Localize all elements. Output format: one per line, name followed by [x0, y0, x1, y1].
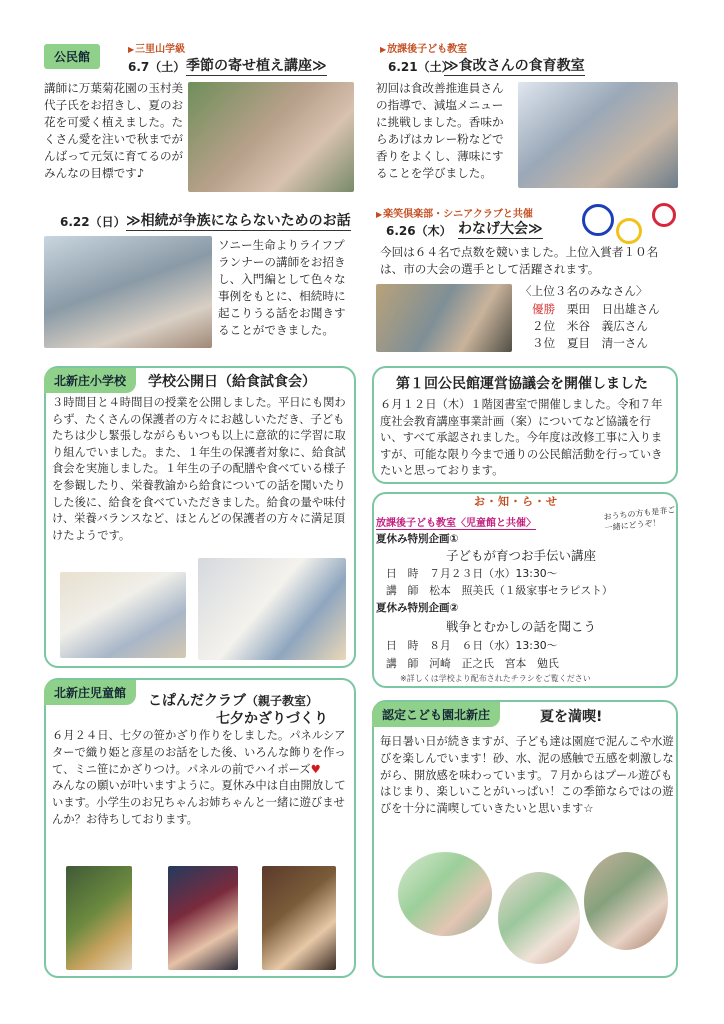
wanage-winners-header: 〈上位３名のみなさん〉	[520, 284, 648, 298]
wanage-body: 今回は６４名で点数を競いました。上位入賞者１０名は、市の大会の選手として活躍されます。	[380, 245, 659, 276]
school-tag: 北新庄小学校	[44, 368, 136, 393]
event-2-who-row: 講 師 河崎 正之氏 宮本 勉氏	[386, 657, 559, 670]
wanage-photo	[376, 284, 512, 352]
event-1-title: 子どもが育つお手伝い講座	[446, 548, 597, 563]
event-1-who-row: 講 師 松本 照美氏（１級家事セラピスト）	[386, 584, 613, 597]
shokuiku-title: ≫食改さんの食育教室	[444, 55, 585, 76]
kominkan-tag: 公民館	[44, 44, 100, 69]
winner-row	[532, 301, 660, 318]
school-title: 学校公開日（給食試食会）	[148, 374, 316, 390]
jidokan-photo-1	[66, 866, 132, 970]
event-2-title: 戦争とむかしの話を聞こう	[446, 619, 597, 634]
yoseue-photo	[188, 82, 354, 192]
shokuiku-photo	[518, 82, 678, 188]
souzoku-photo	[44, 236, 212, 348]
jidokan-photo-2	[168, 866, 238, 970]
ring-yellow-icon	[616, 218, 642, 244]
kodomoen-tag: 認定こども園北新庄	[372, 702, 500, 727]
jidokan-photo-3	[262, 866, 336, 970]
event-2-when-row: 日 時 ８月 ６日（水）13:30～	[386, 639, 558, 652]
kodomoen-photo-2	[498, 872, 580, 964]
school-photo-2	[198, 558, 346, 660]
winner-row	[532, 335, 648, 352]
shokuiku-date: 6.21（土）	[388, 60, 454, 74]
shokuiku-body: 初回は食改善推進員さんの指導で、減塩メニューに挑戦しました。香味からあげはカレー粉などで香りをよくし、薄味にすることを学びました。	[376, 81, 504, 180]
winner-rank: ３位	[532, 336, 556, 350]
school-photo-1	[60, 572, 186, 658]
winner-name: 夏目 清一さん	[566, 336, 648, 350]
wanage-kicker: ▶ 楽笑倶楽部・シニアクラブと共催	[376, 205, 533, 220]
winner-name: 栗田 日出雄さん	[566, 302, 660, 316]
kodomoen-title: 夏を満喫!	[540, 709, 603, 725]
event-2-label: 夏休み特別企画②	[376, 602, 459, 614]
wanage-date: 6.26（木）	[386, 224, 452, 238]
school-body: ３時間目と４時間目の授業を公開しました。平日にも関わらず、たくさんの保護者の方々にお越しいただき、子どもたちは少し緊張しながらもいつも以上に意欲的に学習に取り組んでいました。また、１年生の保護者対象に、給食試食会を実施しました。１年生の子の配膳や食べている様子を参観したり、栄養教諭から給食についての話を聞いたりした後に、給食を食べていただきました。給食の量や味付け、栄養バランスなど、ほとんどの保護者の方々に満足頂けたようです。	[52, 396, 346, 542]
event-1-when-row: 日 時 ７月２３日（水）13:30～	[386, 567, 558, 580]
ring-blue-icon	[582, 204, 614, 236]
souzoku-title: ≫相続が争族にならないためのお話	[126, 210, 351, 231]
notice-side-note: おうちの方も是非ご一緒にどうぞ！	[603, 505, 676, 533]
kodomoen-body: 毎日暑い日が続きますが、子ども達は園庭で泥んこや水遊びを楽しんでいます！砂、水、泥の感触で五感を刺激しながら、開放感を味わっています。７月からはプール遊びもはじまり、楽しいことがいっぱい！この季節ならではの遊びを十分に満喫していきたいと思います☆	[380, 735, 674, 816]
winner-name: 米谷 義広さん	[566, 319, 648, 333]
jidokan-body: ６月２４日、七夕の笹かざり作りをしました。パネルシアターで織り姫と彦星のお話をした後、いろんな飾りを作って、ミニ笹にかざりつけ。パネルの前でハイポーズ♥ みんなの願いが叶いますように。夏休み中は自由開放しています。小学生のお兄ちゃんお姉ちゃんと一緒に遊びませんか？お待ちしております。	[52, 729, 346, 826]
kominkan-date: 6.7（土）	[128, 60, 186, 74]
souzoku-date: 6.22（日）	[60, 215, 126, 229]
winner-rank: ２位	[532, 319, 556, 333]
council-body: ６月１２日（木）１階図書室で開催しました。令和７年度社会教育講座事業計画（案）についてなど協議を行い、すべて承認されました。今年度は改修工事に入りますが、可能な限り今まで通りの公民館活動を行っていきたいと思っております。	[380, 398, 663, 478]
souzoku-body: ソニー生命よりライフプランナーの講師をお招きし、入門編として色々な事例をもとに、相続時に起こりうる話をお聞きすることができました。	[218, 238, 346, 337]
shokuiku-kicker: ▶ 放課後子ども教室	[380, 40, 467, 55]
kodomoen-photo-1	[398, 852, 492, 936]
ring-red-icon	[652, 203, 676, 227]
kominkan-body: 講師に万葉菊花園の玉村美代子氏をお招きし、夏のお花を可愛く植えました。たくさん愛を注いで秋までがんばって元気に育てるのがみんなの目標です♪	[44, 81, 184, 180]
heart-icon: ♥	[310, 762, 321, 776]
jidokan-title-1: こぱんだクラブ（親子教室）	[148, 693, 319, 709]
kodomoen-photo-3	[584, 852, 668, 950]
winner-row	[532, 318, 648, 335]
notice-footnote: ※詳しくは学校より配布されたチラシをご覧ください	[400, 674, 591, 683]
notice-group: 放課後子ども教室〈児童館と共催〉	[376, 514, 536, 530]
kominkan-kicker: ▶ 三里山学級	[128, 40, 185, 55]
notice-heading: お・知・ら・せ	[474, 495, 558, 508]
event-1-label: 夏休み特別企画①	[376, 533, 459, 545]
jidokan-tag: 北新庄児童館	[44, 680, 136, 705]
winner-rank: 優勝	[532, 302, 556, 316]
kominkan-title: 季節の寄せ植え講座≫	[186, 55, 327, 76]
wanage-title: わなげ大会≫	[458, 218, 543, 239]
council-title: 第１回公民館運営協議会を開催しました	[396, 376, 648, 392]
jidokan-title-2: 七夕かざりづくり	[216, 711, 328, 727]
